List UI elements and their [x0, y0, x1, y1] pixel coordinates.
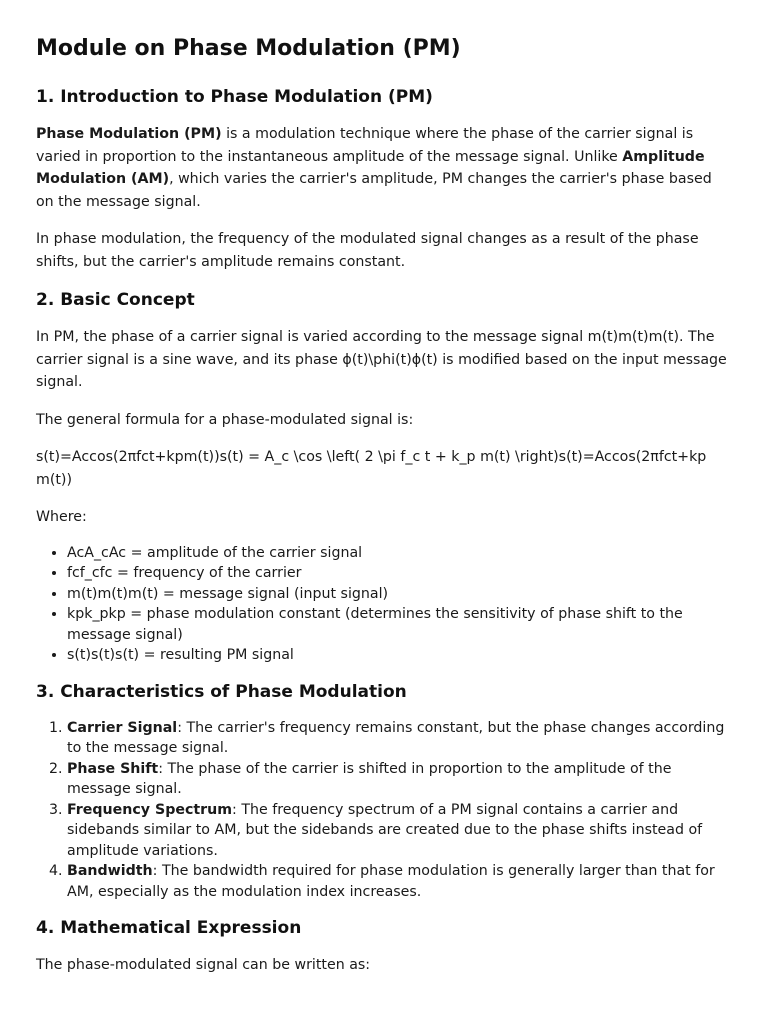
intro-paragraph — [36, 123, 732, 213]
bold-term-pm: Phase Modulation (PM) — [36, 126, 222, 142]
list-item: • m(t)m(t)m(t) = message signal (input signal) — [67, 584, 732, 605]
formula-text: s(t)=Accos(2πfct+kpm(t))s(t) = A_c \cos \left( 2 \pi f_c t + k_p m(t) \right)s(t)=Accos(2πfct+kp m(t)) — [36, 449, 707, 488]
section-heading-introduction: 1. Introduction to Phase Modulation (PM) — [36, 87, 433, 107]
section-heading-characteristics: 3. Characteristics of Phase Modulation — [36, 681, 407, 702]
math-expression-paragraph: The phase-modulated signal can be written as: — [36, 957, 371, 973]
section-heading-basic-concept: 2. Basic Concept — [36, 290, 195, 310]
intro-text-2: , which varies the carrier's amplitude, PM changes the carrier's phase based on the message signal. — [36, 171, 712, 210]
list-item — [67, 861, 732, 902]
bold-term-am: Amplitude Modulation (AM) — [36, 148, 705, 187]
item-term: Frequency Spectrum — [67, 801, 233, 818]
list-item: • fcf_cfc = frequency of the carrier — [67, 563, 732, 584]
item-desc: : The carrier's frequency remains constant, but the phase changes according to the message signal. — [67, 719, 725, 756]
item-desc: : The bandwidth required for phase modulation is generally larger than that for AM, especially as the modulation index increases. — [67, 863, 715, 900]
list-item: • kpk_pkp = phase modulation constant (determines the sensitivity of phase shift to the message signal) — [67, 604, 732, 645]
where-label: Where: — [36, 509, 87, 525]
list-item: • s(t)s(t)s(t) = resulting PM signal — [67, 645, 732, 666]
item-desc: : The frequency spectrum of a PM signal contains a carrier and sidebands similar to AM, but the sidebands are created due to the phase shifts instead of amplitude variations. — [67, 801, 703, 859]
intro-text-1: is a modulation technique where the phase of the carrier signal is varied in proportion to the instantaneous amplitude of the message signal. Unlike — [36, 126, 694, 165]
list-item — [67, 800, 732, 862]
item-term: Phase Shift — [67, 760, 159, 777]
list-item: • AcA_cAc = amplitude of the carrier signal — [67, 543, 732, 564]
characteristics-list — [36, 718, 732, 903]
basic-concept-paragraph: In PM, the phase of a carrier signal is varied according to the message signal m(t)m(t)m(t). The carrier signal is a sine wave, and its phase ϕ(t)\phi(t)ϕ(t) is modified based on the input message signal. — [36, 329, 727, 390]
intro-paragraph-2: In phase modulation, the frequency of the modulated signal changes as a result of the phase shifts, but the carrier's amplitude remains constant. — [36, 231, 699, 270]
item-desc: : The phase of the carrier is shifted in proportion to the amplitude of the message signal. — [67, 760, 672, 797]
list-item — [67, 718, 732, 759]
page-title: Module on Phase Modulation (PM) — [36, 36, 461, 61]
section-heading-mathematical-expression: 4. Mathematical Expression — [36, 918, 302, 938]
item-term: Carrier Signal — [67, 719, 178, 736]
item-term: Bandwidth — [67, 863, 153, 879]
formula-intro: The general formula for a phase-modulated signal is: — [36, 411, 414, 428]
variable-list — [36, 543, 732, 666]
list-item — [67, 759, 732, 800]
